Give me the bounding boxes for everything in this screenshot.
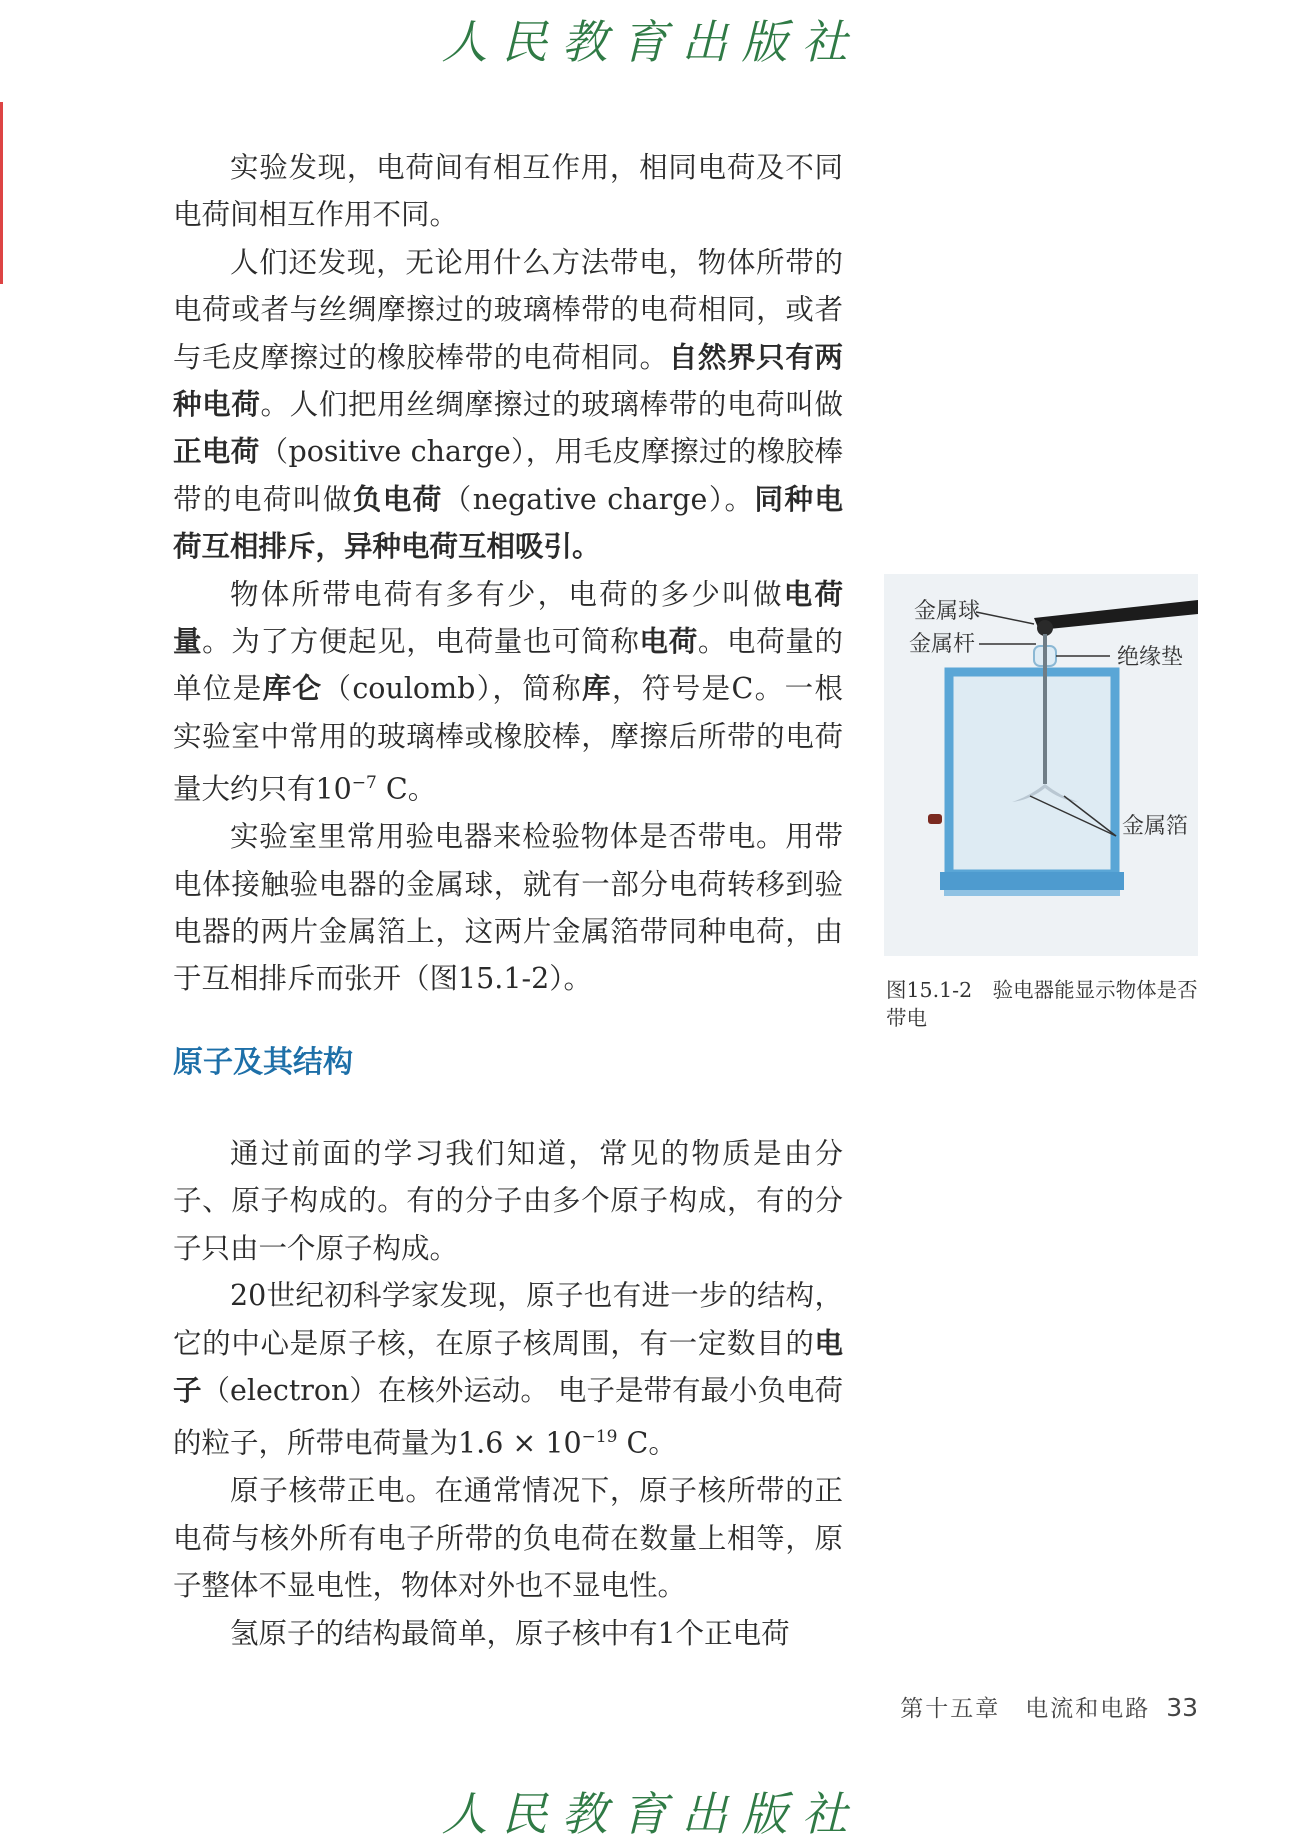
exponent-minus-7: −7: [351, 773, 377, 794]
metal-ball: [1037, 620, 1053, 636]
paragraph-3: [173, 571, 843, 814]
p6-text-a: 20世纪初科学家发现，原子也有进一步的结构，它的中心是原子核，在原子核周围，有一定数目的: [173, 1279, 843, 1360]
electroscope-base: [940, 872, 1124, 890]
p3-text-c: 。为了方便起见，电荷量也可简称: [202, 625, 640, 659]
term-charge: 电荷: [639, 625, 698, 659]
term-charge-law: 同种电荷互相排斥，异种电荷互相吸引。: [173, 482, 843, 564]
page-edge-mark: [0, 102, 3, 284]
paragraph-5: 通过前面的学习我们知道，常见的物质是由分子、原子构成的。有的分子由多个原子构成，有的分子只由一个原子构成。: [173, 1137, 843, 1265]
glass-frame: [949, 672, 1115, 874]
label-metal-rod: 金属杆: [909, 632, 976, 657]
paragraph-1: 实验发现，电荷间有相互作用，相同电荷及不同电荷间相互作用不同。: [173, 151, 843, 232]
chapter-title: 第十五章 电流和电路: [900, 1696, 1151, 1722]
electroscope-illustration: [884, 574, 1198, 956]
term-two-charges: 自然界只有两种电荷: [173, 340, 843, 422]
section-1-text: [173, 144, 843, 1003]
term-charge-quantity: 电荷量: [173, 577, 843, 659]
paragraph-2: [173, 239, 843, 571]
label-metal-foil: 金属箔: [1122, 814, 1189, 839]
p3-text-i: ，符号是C。一根实验室中常用的玻璃棒或橡胶棒，摩擦后所带的电荷量大约只有10: [173, 672, 843, 806]
p3-text-a: 物体所带电荷有多有少，电荷的多少叫做: [230, 577, 784, 611]
electroscope-figure: [884, 574, 1198, 956]
terminal-knob: [928, 814, 942, 824]
p2-text-g: （negative charge）。: [442, 482, 755, 516]
label-metal-ball: 金属球: [914, 599, 981, 624]
term-coulomb: 库仑: [262, 672, 323, 706]
term-negative-charge: 负电荷: [352, 482, 443, 516]
p3-text-j: C。: [376, 772, 437, 806]
section-heading-atom: 原子及其结构: [173, 1045, 353, 1080]
paragraph-8: 氢原子的结构最简单，原子核中有1个正电荷: [230, 1616, 790, 1650]
p6-text-c: （electron）在核外运动。 电子是带有最小负电荷的粒子，所带电荷量为1.6 × 10: [173, 1374, 843, 1460]
page-footer: [900, 1690, 1198, 1723]
label-insulating-pad: 绝缘垫: [1117, 645, 1184, 670]
page-number: 33: [1166, 1693, 1198, 1722]
section-2-text: [173, 1130, 843, 1657]
p3-text-g: （coulomb），简称: [322, 672, 583, 706]
exponent-minus-19: −19: [581, 1427, 618, 1448]
paragraph-7: 原子核带正电。在通常情况下，原子核所带的正电荷与核外所有电子所带的负电荷在数量上相等，原子整体不显电性，物体对外也不显电性。: [173, 1474, 843, 1603]
paragraph-4: 实验室里常用验电器来检验物体是否带电。用带电体接触验电器的金属球，就有一部分电荷转移到验电器的两片金属箔上，这两片金属箔带同种电荷，由于互相排斥而张开（图15.1-2）。: [173, 820, 843, 996]
publisher-seal-top: 人民教育出版社: [441, 15, 862, 69]
p2-text-e: （positive charge），用毛皮摩擦过的橡胶棒带的电荷叫做: [173, 435, 843, 516]
publisher-seal-bottom: 人民教育出版社: [441, 1787, 862, 1841]
term-positive-charge: 正电荷: [173, 435, 260, 469]
term-electron: 电子: [173, 1326, 843, 1408]
p6-text-d: C。: [617, 1426, 677, 1460]
p3-text-e: 。电荷量的单位是: [173, 625, 843, 706]
p2-text-a: 人们还发现，无论用什么方法带电，物体所带的电荷或者与丝绸摩擦过的玻璃棒带的电荷相同，或者与毛皮摩擦过的橡胶棒带的电荷相同。: [173, 245, 843, 374]
figure-caption: 图15.1-2 验电器能显示物体是否带电: [886, 978, 1198, 1030]
paragraph-6: [173, 1272, 843, 1467]
term-ku: 库: [582, 672, 612, 706]
p2-text-c: 。人们把用丝绸摩擦过的玻璃棒带的电荷叫做: [260, 388, 843, 422]
